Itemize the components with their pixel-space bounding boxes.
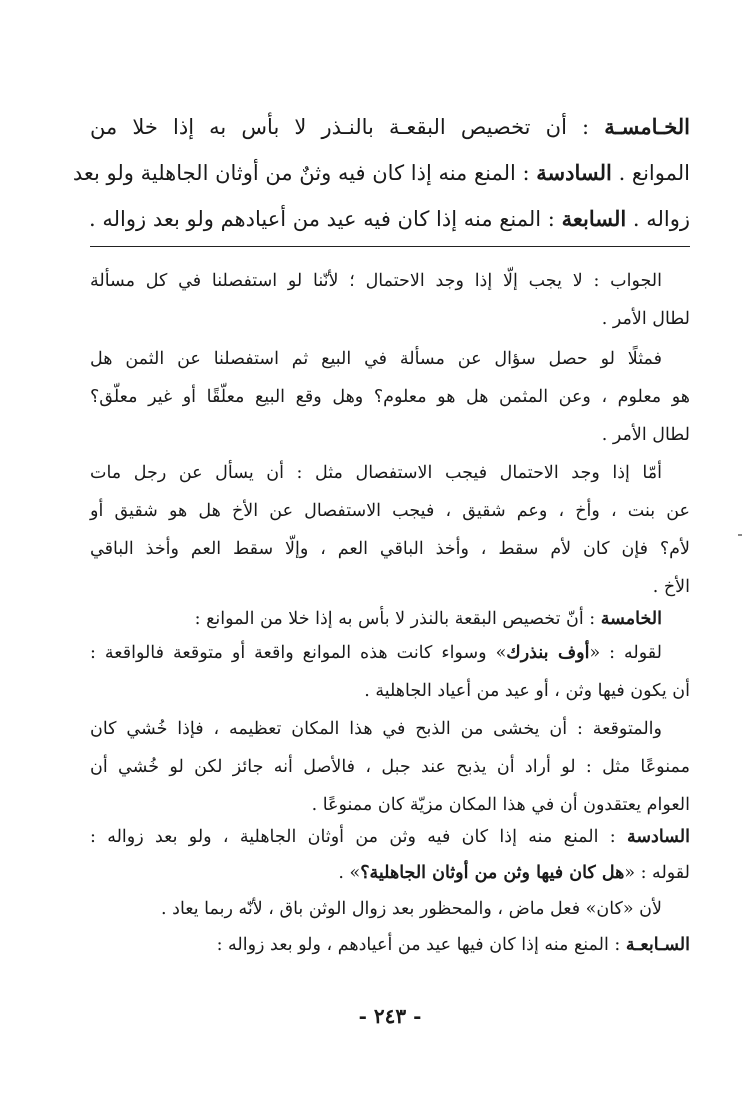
heading-seventh: السابعة [561,206,627,231]
note-line-6: أمّا إذا وجد الاحتمال فيجب الاستفصال مثل : أن يسأل عن رجل مات [90,463,662,483]
main-line-1: الخـامسـة : أن تخصيص البقعـة بالنـذر لا بأس به إذا خلا من [90,114,690,139]
hadith-quote-2: هل كان فيها وثن من أوثان الجاهلية؟ [360,863,625,883]
hadith-quote-1: أوف بنذرك [506,643,590,663]
note-line-13: والمتوقعة : أن يخشى من الذبح في هذا المكان تعظيمه ، فإذا خُشي كان [90,719,662,739]
main-line-3: زواله . السابعة : المنع منه إذا كان فيه عيد من أعيادهم ولو بعد زواله . [89,206,690,231]
page-number: - ٢٤٣ - [358,1004,422,1028]
note-line-9: الأخ . [652,577,690,597]
note-heading-seventh: السـابعـة [625,935,690,955]
note-line-17: لقوله : «هل كان فيها وثن من أوثان الجاهلية؟» . [338,863,690,883]
note-line-14: ممنوعًا مثل : لو أراد أن يذبح عند جبل ، فالأصل أنه جائز لكن لو خُشي أن [90,757,690,777]
note-line-2: لطال الأمر . [601,309,690,329]
note-heading-sixth: السادسة [627,827,690,847]
footnote-divider [90,246,690,247]
note-line-4: هو معلوم ، وعن المثمن هل هو معلوم؟ وهل وقع البيع معلّقًا أو غير معلّق؟ [90,387,690,407]
heading-sixth: السادسة [536,160,612,185]
note-heading-fifth: الخامسة [600,609,662,629]
note-line-19: السـابعـة : المنع منه إذا كان فيها عيد من أعيادهم ، ولو بعد زواله : [216,935,690,955]
note-line-10: الخامسة : أنّ تخصيص البقعة بالنذر لا بأس به إذا خلا من الموانع : [194,609,662,629]
note-line-8: لأم؟ فإن كان لأم سقط ، وأخذ الباقي العم ، وإلّا سقط العم وأخذ الباقي [90,539,690,559]
book-page [72,0,690,1108]
note-line-1: الجواب : لا يجب إلّا إذا وجد الاحتمال ؛ لأنّنا لو استفصلنا في كل مسألة [90,271,662,291]
note-line-15: العوام يعتقدون أن في هذا المكان مزيّة كان ممنوعًا . [311,795,690,815]
note-line-18: لأن «كان» فعل ماض ، والمحظور بعد زوال الوثن باق ، لأنّه ربما يعاد . [161,899,662,919]
note-line-7: عن بنت ، وأخ ، وعم شقيق ، فيجب الاستفصال عن الأخ هل هو شقيق أو [90,501,690,521]
main-line-2: الموانع . السادسة : المنع منه إذا كان فيه وثنٌ من أوثان الجاهلية ولو بعد [72,160,690,185]
note-line-3: فمثلًا لو حصل سؤال عن مسألة في البيع ثم استفصلنا عن الثمن هل [90,349,662,369]
scan-speck [738,534,742,536]
note-line-11: لقوله : «أوف بنذرك» وسواء كانت هذه الموانع واقعة أو متوقعة فالواقعة : [90,643,662,663]
note-line-16: السادسة : المنع منه إذا كان فيه وثن من أوثان الجاهلية ، ولو بعد زواله : [90,827,690,847]
note-line-5: لطال الأمر . [601,425,690,445]
heading-fifth: الخـامسـة [604,114,690,139]
note-line-12: أن يكون فيها وثن ، أو عيد من أعياد الجاهلية . [364,681,690,701]
